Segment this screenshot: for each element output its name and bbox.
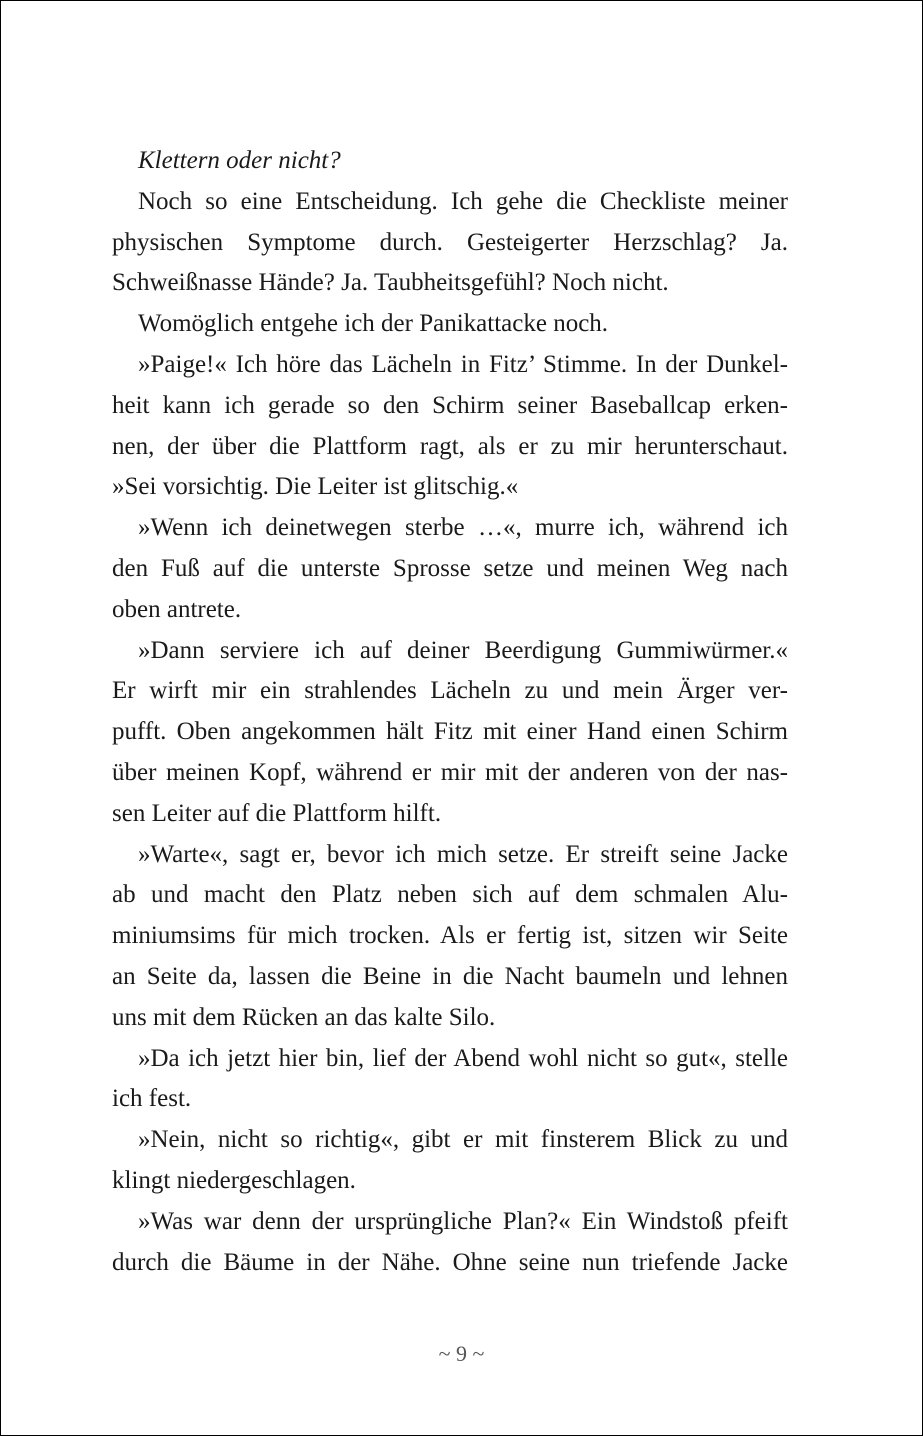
body-text	[112, 141, 788, 1283]
page-number: ~ 9 ~	[438, 1341, 485, 1366]
text-line: »Wenn ich deinetwegen sterbe …«, murre ich, während ich	[138, 514, 788, 542]
text-line: »Paige!« Ich höre das Lächeln in Fitz’ Stimme. In der Dunkel-	[138, 350, 788, 378]
text-line: Schweißnasse Hände? Ja. Taubheitsgefühl? Noch nicht.	[112, 269, 669, 297]
text-line: über meinen Kopf, während er mir mit der anderen von der nas-	[112, 758, 788, 786]
text-line: »Sei vorsichtig. Die Leiter ist glitschig.«	[112, 473, 519, 501]
text-line: physischen Symptome durch. Gesteigerter Herzschlag? Ja.	[112, 228, 788, 256]
text-line: miniumsims für mich trocken. Als er fertig ist, sitzen wir Seite	[112, 922, 788, 950]
text-line: »Was war denn der ursprüngliche Plan?« Ein Windstoß pfeift	[138, 1207, 788, 1235]
text-line: Womöglich entgehe ich der Panikattacke noch.	[138, 310, 609, 338]
text-line: »Dann serviere ich auf deiner Beerdigung Gummiwürmer.«	[138, 636, 788, 664]
text-line: Er wirft mir ein strahlendes Lächeln zu und mein Ärger ver-	[112, 677, 788, 705]
text-line: klingt niedergeschlagen.	[112, 1166, 356, 1194]
text-line: sen Leiter auf die Plattform hilft.	[112, 799, 442, 827]
text-line: heit kann ich gerade so den Schirm seiner Baseballcap erken-	[112, 391, 788, 419]
text-line: »Warte«, sagt er, bevor ich mich setze. Er streift seine Jacke	[138, 840, 788, 868]
text-line: ab und macht den Platz neben sich auf dem schmalen Alu-	[112, 881, 788, 909]
text-line: durch die Bäume in der Nähe. Ohne seine nun triefende Jacke	[112, 1248, 788, 1276]
text-line: nen, der über die Plattform ragt, als er zu mir herunterschaut.	[112, 432, 788, 460]
text-line: Klettern oder nicht?	[138, 147, 341, 174]
text-line: pufft. Oben angekommen hält Fitz mit einer Hand einen Schirm	[112, 718, 788, 746]
text-line: den Fuß auf die unterste Sprosse setze und meinen Weg nach	[112, 554, 788, 582]
text-line: uns mit dem Rücken an das kalte Silo.	[112, 1003, 496, 1031]
text-line: »Da ich jetzt hier bin, lief der Abend wohl nicht so gut«, stelle	[138, 1044, 788, 1072]
text-line: ich fest.	[112, 1085, 192, 1113]
text-line: Noch so eine Entscheidung. Ich gehe die Checkliste meiner	[138, 187, 788, 215]
text-line: »Nein, nicht so richtig«, gibt er mit finsterem Blick zu und	[138, 1126, 788, 1154]
text-line: oben antrete.	[112, 595, 242, 623]
text-line: an Seite da, lassen die Beine in die Nacht baumeln und lehnen	[112, 962, 788, 990]
